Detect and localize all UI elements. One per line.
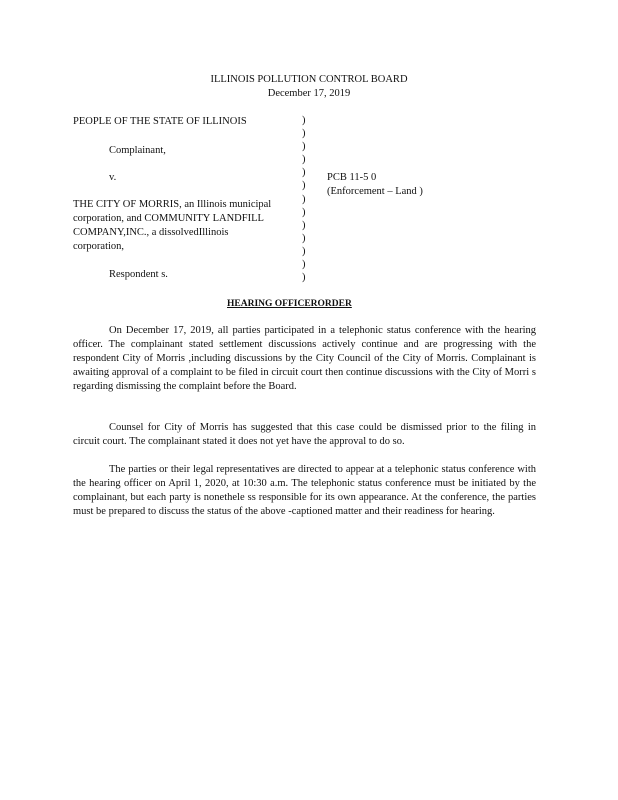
caption-parenthesis-column — [302, 114, 310, 284]
respondent-role: Respondent s. — [109, 269, 168, 280]
respondent-line: corporation, and COMMUNITY LANDFILL — [73, 213, 264, 224]
caption-parenthesis: ) — [302, 154, 306, 166]
complainant-party: PEOPLE OF THE STATE OF ILLINOIS — [73, 116, 247, 127]
case-number: PCB 11-5 0 — [327, 172, 377, 183]
body-paragraph: On December 17, 2019, all parties participated in a telephonic status conference with the hearing officer. The complainant stated settlement discussions actively continue and are progressing with the respondent City of Morris ,including discussions by the City Council of the City of Morris. Complainant is awaiting approval of a complaint to be filed in circuit court then continue discussions with the City of Morri s regarding dismissing the complaint before the Board. — [73, 325, 536, 392]
respondent-line: COMPANY,INC., a dissolvedIllinois — [73, 227, 229, 238]
caption-parenthesis: ) — [302, 115, 306, 126]
caption-parenthesis: ) — [302, 128, 306, 140]
respondent-line: corporation, — [73, 241, 125, 252]
caption-parenthesis: ) — [302, 206, 306, 218]
caption-parenthesis: ) — [302, 245, 306, 257]
caption-parenthesis: ) — [302, 193, 306, 205]
board-title: ILLINOIS POLLUTION CONTROL BOARD — [210, 74, 408, 85]
case-type: (Enforcement – Land ) — [327, 186, 423, 197]
caption-parenthesis: ) — [302, 141, 306, 153]
order-title: HEARING OFFICERORDER — [227, 299, 352, 309]
versus-label: v. — [109, 172, 117, 183]
caption-parenthesis: ) — [302, 232, 306, 244]
body-paragraph: Counsel for City of Morris has suggested that this case could be dismissed prior to the filing in circuit court. The complainant stated it does not yet have the approval to do so. — [73, 422, 536, 447]
respondent-line: THE CITY OF MORRIS, an Illinois municipal — [73, 199, 272, 210]
caption-parenthesis: ) — [302, 219, 306, 231]
caption-parenthesis: ) — [302, 272, 306, 284]
caption-parenthesis: ) — [302, 180, 306, 192]
caption-parenthesis: ) — [302, 259, 306, 271]
body-paragraph: The parties or their legal representatives are directed to appear at a telephonic status conference with the hearing officer on April 1, 2020, at 10:30 a.m. The telephonic status conference must be initiated by the complainant, but each party is nonethele ss responsible for its own appearance. At the conference, the parties must be prepared to discuss the status of the above -captioned matter and their readiness for hearing. — [73, 464, 536, 517]
document-date: December 17, 2019 — [267, 88, 351, 99]
caption-parenthesis: ) — [302, 167, 306, 179]
complainant-role: Complainant, — [109, 145, 166, 156]
